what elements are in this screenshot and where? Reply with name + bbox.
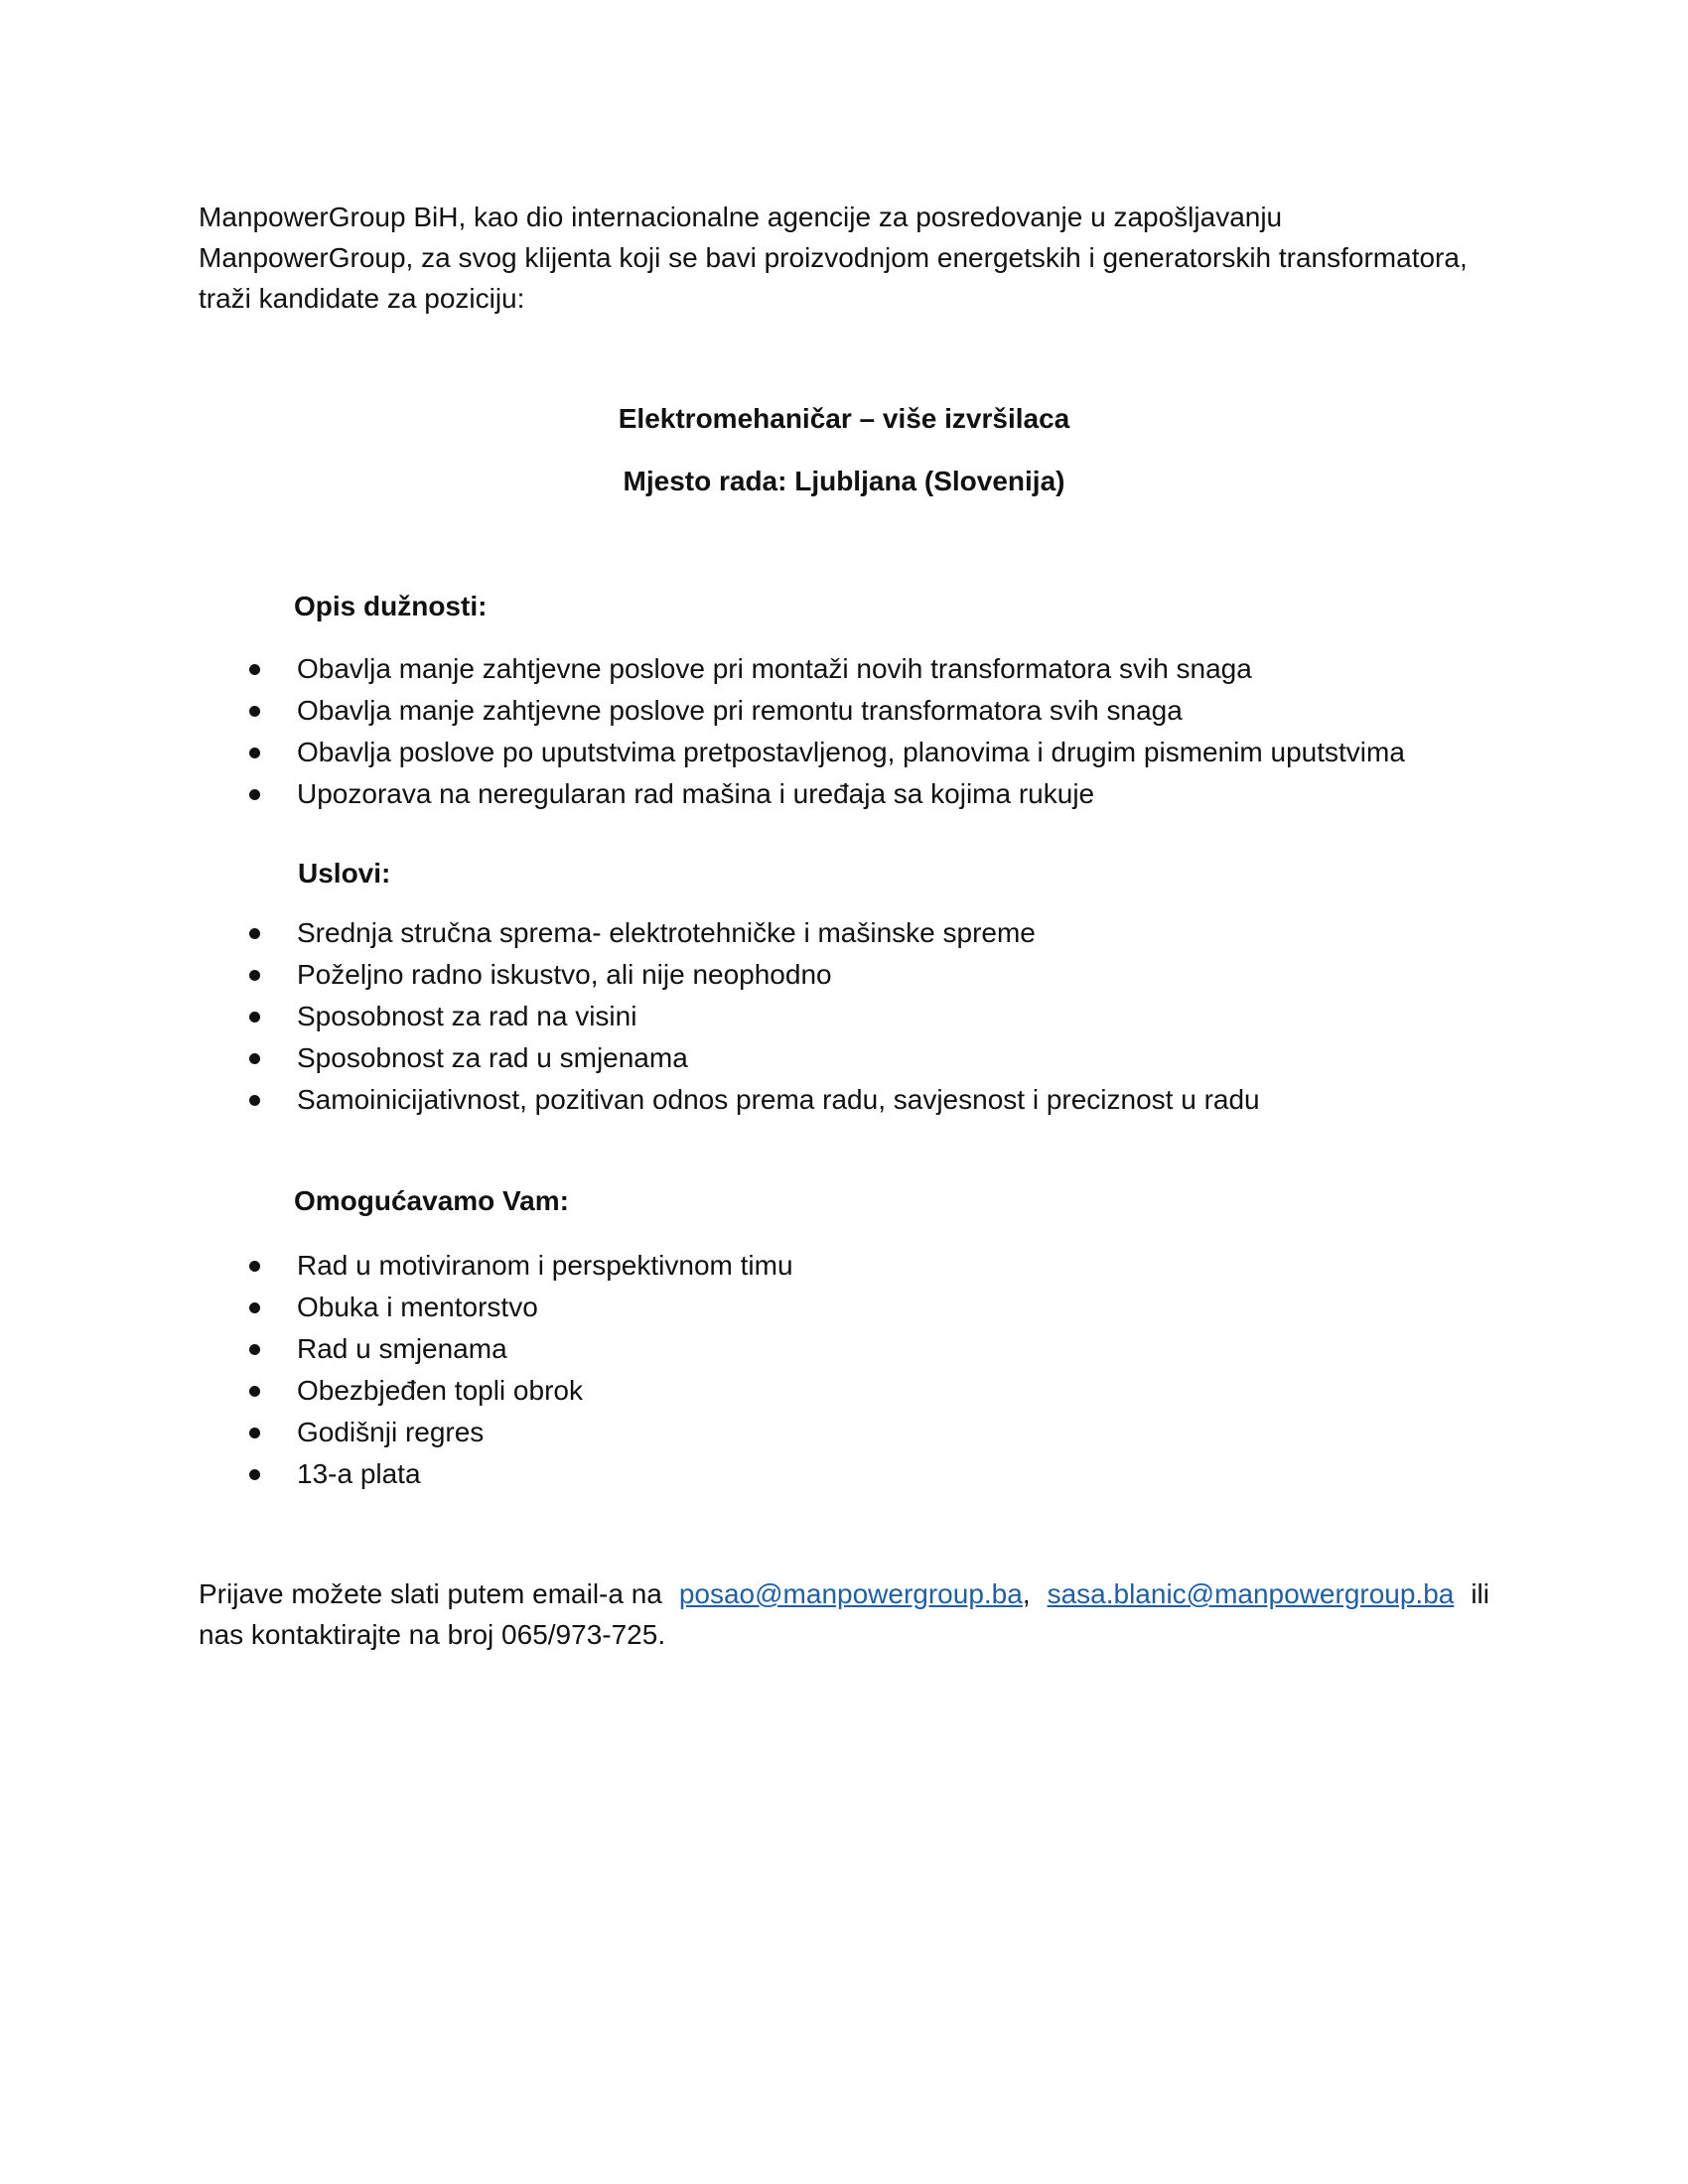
list-item — [0, 773, 1405, 815]
bullet-icon — [249, 748, 260, 758]
intro-line: ManpowerGroup BiH, kao dio internacionalne agencije za posredovanje u zapošljavanju — [199, 202, 1283, 232]
list-item-text: Rad u smjenama — [297, 1333, 507, 1364]
intro-paragraph — [199, 197, 1489, 319]
list-item — [0, 1037, 1260, 1079]
duties-list — [0, 648, 1405, 815]
email-link-posao[interactable]: posao@manpowergroup.ba — [678, 1578, 1023, 1609]
bullet-icon — [249, 1428, 260, 1438]
email-separator: , — [1022, 1578, 1031, 1609]
list-item — [0, 1328, 793, 1370]
benefits-list — [0, 1245, 793, 1495]
bullet-icon — [249, 1053, 260, 1064]
list-item — [0, 690, 1405, 732]
list-item — [0, 1079, 1260, 1121]
list-item-text: Obuka i mentorstvo — [297, 1292, 538, 1322]
bullet-icon — [249, 1469, 260, 1480]
list-item-text: Sposobnost za rad u smjenama — [297, 1042, 688, 1073]
list-item-text: Rad u motiviranom i perspektivnom timu — [297, 1250, 793, 1281]
bullet-icon — [249, 1012, 260, 1023]
list-item-text: Godišnji regres — [297, 1417, 485, 1447]
list-item-text: Obavlja manje zahtjevne poslove pri remontu transformatora svih snaga — [297, 695, 1183, 726]
list-item — [0, 912, 1260, 954]
bullet-icon — [249, 1261, 260, 1272]
list-item-text: Samoinicijativnost, pozitivan odnos prema radu, savjesnost i preciznost u radu — [297, 1084, 1260, 1115]
list-item — [0, 1287, 793, 1328]
contact-emails — [679, 1573, 1031, 1614]
intro-line: ManpowerGroup, za svog klijenta koji se bavi proizvodnjom energetskih i generatorskih transformatora, — [199, 242, 1468, 273]
bullet-icon — [249, 664, 260, 675]
requirements-list — [0, 912, 1260, 1121]
contact-suffix: ili — [1471, 1578, 1489, 1609]
requirements-heading: Uslovi: — [298, 858, 391, 888]
list-item-text: Obavlja manje zahtjevne poslove pri montaži novih transformatora svih snaga — [297, 653, 1252, 684]
list-item — [0, 1245, 793, 1287]
bullet-icon — [249, 1302, 260, 1313]
list-item — [0, 1453, 793, 1495]
bullet-icon — [249, 1344, 260, 1355]
duties-heading: Opis dužnosti: — [294, 591, 488, 621]
list-item-text: 13-a plata — [297, 1458, 421, 1489]
intro-line: traži kandidate za poziciju: — [199, 283, 525, 314]
contact-phone-line: nas kontaktirajte na broj 065/973-725. — [199, 1619, 666, 1650]
bullet-icon — [249, 970, 260, 981]
list-item — [0, 996, 1260, 1037]
email-link-sasa[interactable]: sasa.blanic@manpowergroup.ba — [1047, 1578, 1455, 1609]
list-item — [0, 1370, 793, 1412]
list-item — [0, 1412, 793, 1453]
contact-paragraph — [199, 1573, 1489, 1655]
list-item-text: Obavlja poslove po uputstvima pretpostavljenog, planovima i drugim pismenim uputstvima — [297, 737, 1405, 767]
bullet-icon — [249, 706, 260, 717]
bullet-icon — [249, 928, 260, 939]
list-item-text: Poželjno radno iskustvo, ali nije neophodno — [297, 959, 832, 990]
bullet-icon — [249, 1095, 260, 1106]
list-item-text: Upozorava na neregularan rad mašina i uređaja sa kojima rukuje — [297, 778, 1095, 809]
job-title: Elektromehaničar – više izvršilaca — [618, 403, 1070, 434]
list-item — [0, 648, 1405, 690]
list-item — [0, 954, 1260, 996]
list-item — [0, 732, 1405, 773]
job-location: Mjesto rada: Ljubljana (Slovenija) — [623, 466, 1065, 496]
list-item-text: Srednja stručna sprema- elektrotehničke i mašinske spreme — [297, 917, 1036, 948]
list-item-text: Obezbjeđen topli obrok — [297, 1375, 583, 1406]
contact-line — [199, 1573, 1489, 1614]
bullet-icon — [249, 1386, 260, 1397]
list-item-text: Sposobnost za rad na visini — [297, 1001, 637, 1031]
contact-prefix: Prijave možete slati putem email-a na — [199, 1578, 662, 1609]
benefits-heading: Omogućavamo Vam: — [294, 1185, 569, 1216]
bullet-icon — [249, 789, 260, 800]
